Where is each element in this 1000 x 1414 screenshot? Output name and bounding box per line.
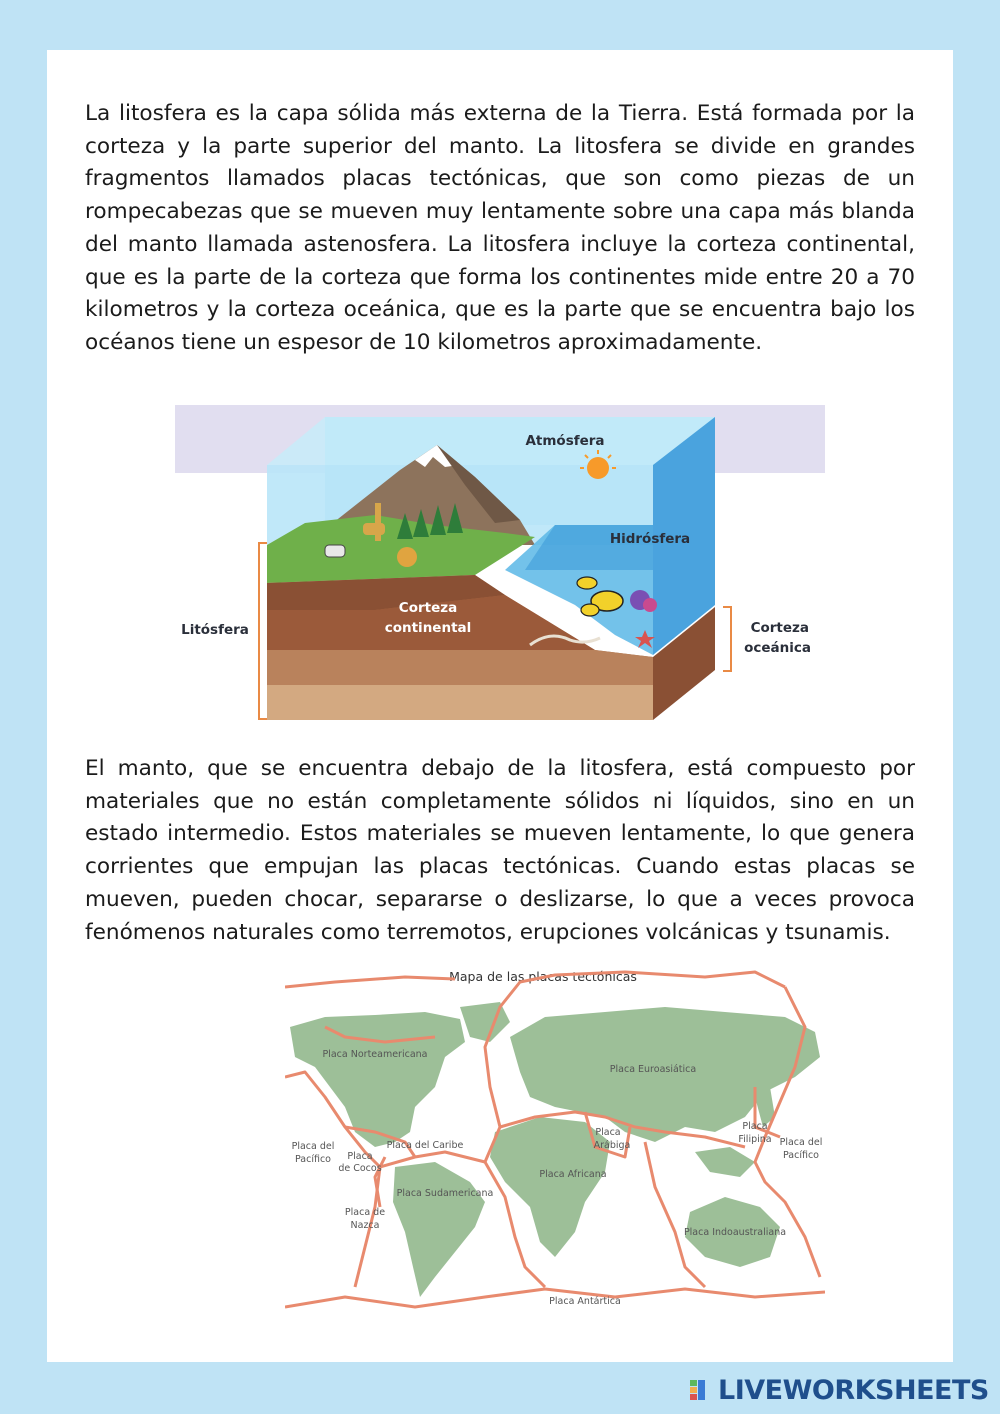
oceanic-crust-label-2: oceánica xyxy=(744,640,811,656)
label-philippine-plate-2: Filipina xyxy=(738,1134,772,1145)
label-south-american-plate: Placa Sudamericana xyxy=(396,1188,494,1199)
earth-layers-diagram xyxy=(175,405,825,725)
label-eurasian-plate: Placa Euroasiática xyxy=(609,1064,697,1075)
liveworksheets-logo-text: LIVEWORKSHEETS xyxy=(718,1374,989,1406)
label-pacific-plate-west-1: Placa del xyxy=(291,1141,335,1152)
label-pacific-plate-east-2: Pacífico xyxy=(782,1150,820,1161)
liveworksheets-logo-icon xyxy=(690,1378,714,1402)
liveworksheets-logo[interactable] xyxy=(690,1374,989,1406)
mantle-paragraph: El manto, que se encuentra debajo de la litosfera, está compuesto por materiales que no están completamente sólidos ni líquidos, sino en un estado intermedio. Estos materiales se mueven lentamente, lo que genera corrientes que empujan las placas tectónicas. Cuando estas placas se mueven, pueden chocar, separarse o deslizarse, lo que a veces provoca fenómenos naturales como terremotos, erupciones volcánicas y tsunamis. xyxy=(85,756,915,945)
north-america xyxy=(290,1012,465,1147)
label-pacific-plate-west-2: Pacífico xyxy=(294,1154,332,1165)
continental-crust-label-2: continental xyxy=(384,620,472,636)
label-arabian-plate-1: Placa xyxy=(595,1127,621,1138)
lion xyxy=(397,547,417,567)
label-caribbean-plate: Placa del Caribe xyxy=(386,1140,464,1151)
label-nazca-plate-1: Placa de xyxy=(344,1207,386,1218)
worksheet-page xyxy=(47,50,953,1362)
label-antarctic-plate: Placa Antártica xyxy=(549,1296,621,1307)
continental-crust-label-1: Corteza xyxy=(398,600,458,616)
label-north-american-plate: Placa Norteamericana xyxy=(322,1049,428,1060)
sun-icon xyxy=(587,457,609,479)
map-title: Mapa de las placas tectónicas xyxy=(449,969,637,984)
atmosphere-label: Atmósfera xyxy=(525,433,605,449)
label-arabian-plate-2: Arábiga xyxy=(593,1140,631,1151)
label-indo-australian-plate: Placa Indoaustraliana xyxy=(683,1227,787,1238)
lithosphere-paragraph: La litosfera es la capa sólida más externa de la Tierra. Está formada por la corteza y la parte superior del manto. La litosfera se divide en grandes fragmentos llamados placas tectónicas, que son como piezas de un rompecabezas que se mueven muy lentamente sobre una capa más blanda del manto llamada astenosfera. La litosfera incluye la corteza continental, que es la parte de la corteza que forma los continentes mide entre 20 a 70 kilometros y la corteza oceánica, que es la parte que se encuentra bajo los océanos tiene un espesor de 10 kilometros aproximadamente. xyxy=(85,101,915,355)
label-nazca-plate-2: Nazca xyxy=(350,1220,380,1231)
label-philippine-plate-1: Placa xyxy=(742,1121,768,1132)
lithosphere-label: Litósfera xyxy=(181,622,249,638)
oceanic-crust-label-1: Corteza xyxy=(750,620,809,636)
label-pacific-plate-east-1: Placa del xyxy=(779,1137,823,1148)
south-america xyxy=(393,1162,485,1297)
label-cocos-plate-2: de Cocos xyxy=(338,1163,382,1174)
hydrosphere-label: Hidrósfera xyxy=(609,531,691,547)
label-african-plate: Placa Africana xyxy=(539,1169,607,1180)
label-cocos-plate-1: Placa xyxy=(347,1151,373,1162)
tectonic-plates-map xyxy=(285,967,825,1342)
box-top xyxy=(267,417,715,465)
